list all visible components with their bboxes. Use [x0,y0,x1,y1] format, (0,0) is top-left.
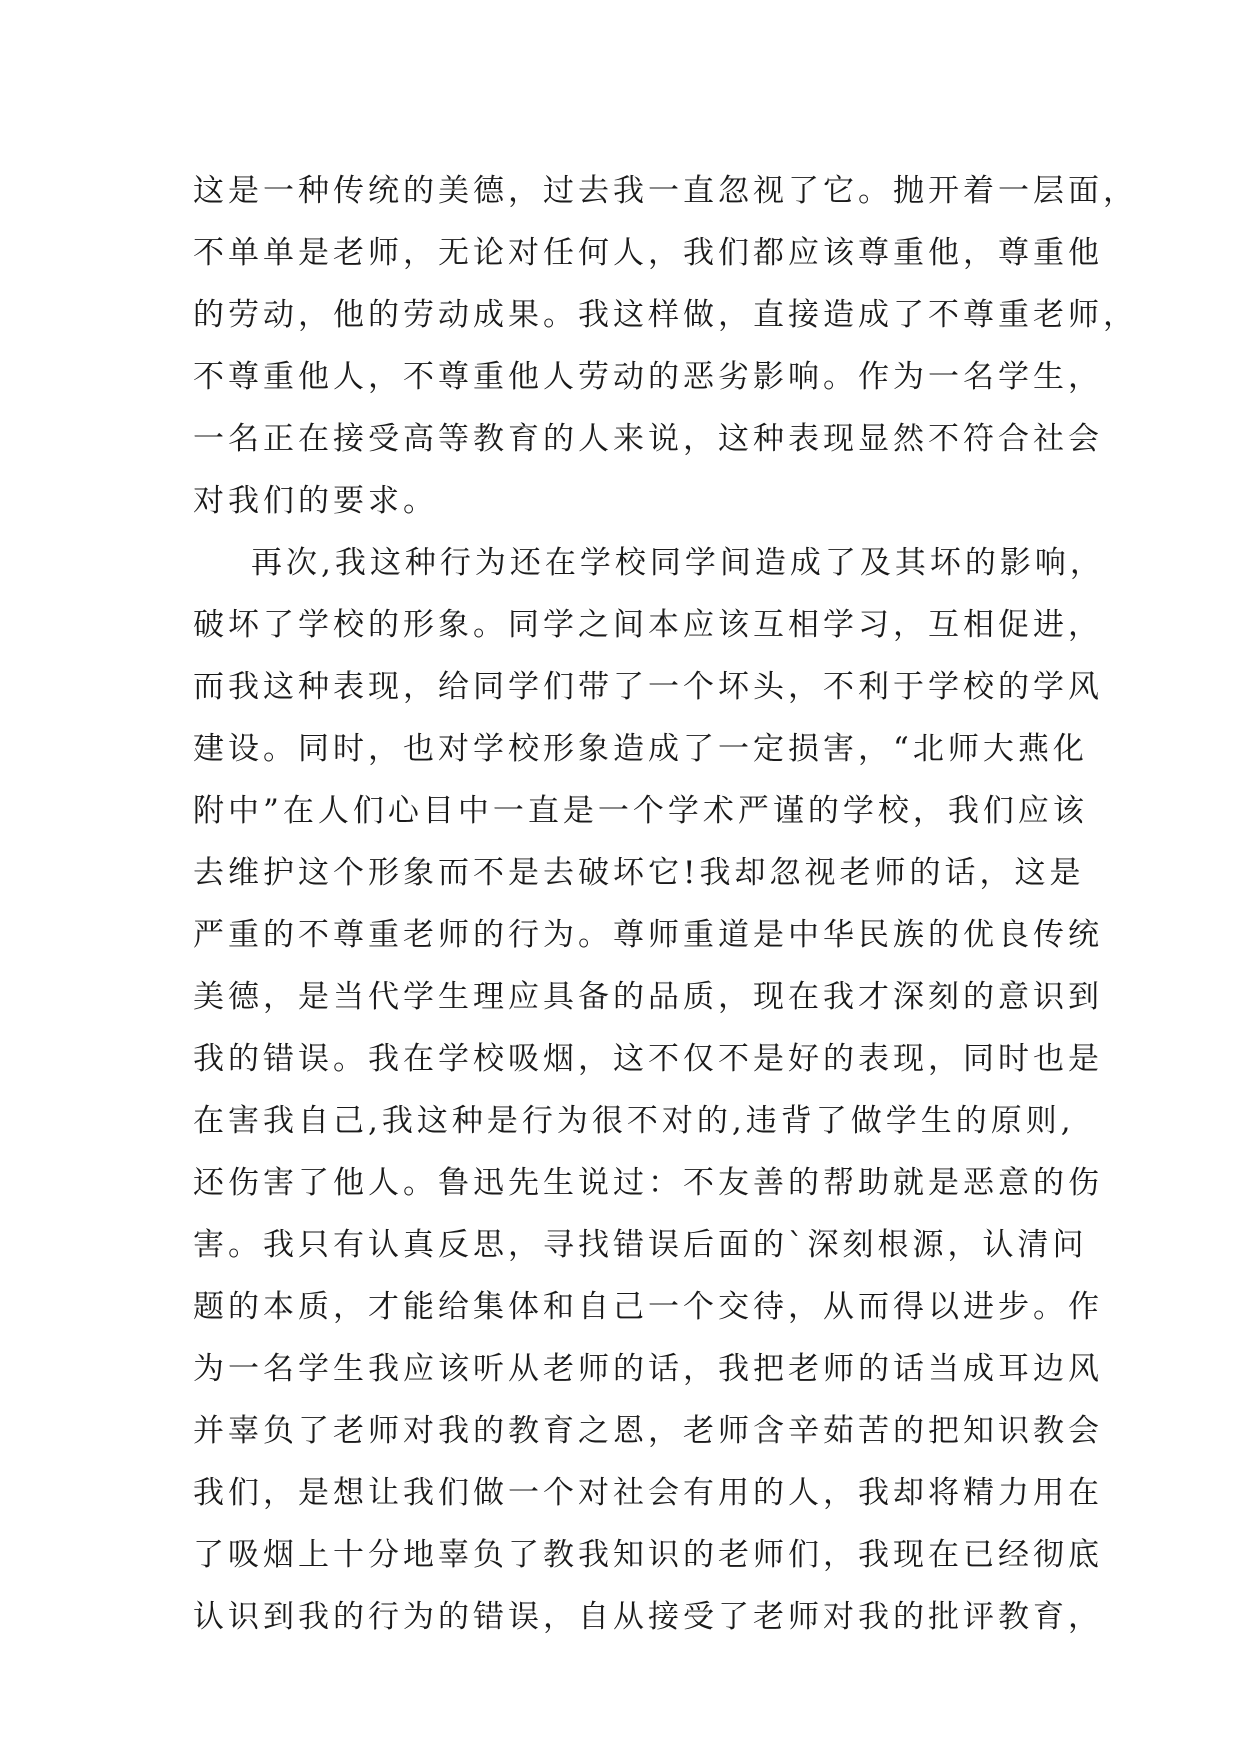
body-text [193,160,1138,1648]
text-line: 的劳动，他的劳动成果。我这样做，直接造成了不尊重老师， [193,297,1138,333]
paragraph [193,532,1105,1648]
text-line: 在害我自己,我这种是行为很不对的,违背了做学生的原则, [193,1103,1075,1139]
text-line: 并辜负了老师对我的教育之恩，老师含辛茹苦的把知识教会 [193,1413,1103,1449]
text-line: 为一名学生我应该听从老师的话，我把老师的话当成耳边风 [193,1351,1103,1387]
text-line: 美德，是当代学生理应具备的品质，现在我才深刻的意识到 [193,979,1103,1015]
text-line: 我的错误。我在学校吸烟，这不仅不是好的表现，同时也是 [193,1041,1103,1077]
text-line: 这是一种传统的美德，过去我一直忽视了它。抛开着一层面， [193,173,1138,209]
text-line: 了吸烟上十分地辜负了教我知识的老师们，我现在已经彻底 [193,1537,1103,1573]
text-line: 害。我只有认真反思，寻找错误后面的`深刻根源，认清问 [193,1227,1088,1263]
paragraph [193,160,1138,532]
text-line: 认识到我的行为的错误，自从接受了老师对我的批评教育， [193,1599,1103,1635]
text-line: 破坏了学校的形象。同学之间本应该互相学习，互相促进， [193,607,1103,643]
text-line: 再次,我这种行为还在学校同学间造成了及其坏的影响， [251,545,1105,581]
text-line: 题的本质，才能给集体和自己一个交待，从而得以进步。作 [193,1289,1103,1325]
text-line: 去维护这个形象而不是去破坏它!我却忽视老师的话，这是 [193,855,1085,891]
text-line: 不尊重他人，不尊重他人劳动的恶劣影响。作为一名学生， [193,359,1103,395]
text-line: 建设。同时，也对学校形象造成了一定损害，“北师大燕化 [193,731,1088,767]
text-line: 一名正在接受高等教育的人来说，这种表现显然不符合社会 [193,421,1103,457]
text-line: 还伤害了他人。鲁迅先生说过：不友善的帮助就是恶意的伤 [193,1165,1103,1201]
text-line: 附中”在人们心目中一直是一个学术严谨的学校，我们应该 [193,793,1088,829]
text-line: 严重的不尊重老师的行为。尊师重道是中华民族的优良传统 [193,917,1103,953]
text-line: 不单单是老师，无论对任何人，我们都应该尊重他，尊重他 [193,235,1103,271]
text-line: 我们，是想让我们做一个对社会有用的人，我却将精力用在 [193,1475,1103,1511]
text-line: 对我们的要求。 [193,483,438,519]
text-line: 而我这种表现，给同学们带了一个坏头，不利于学校的学风 [193,669,1103,705]
